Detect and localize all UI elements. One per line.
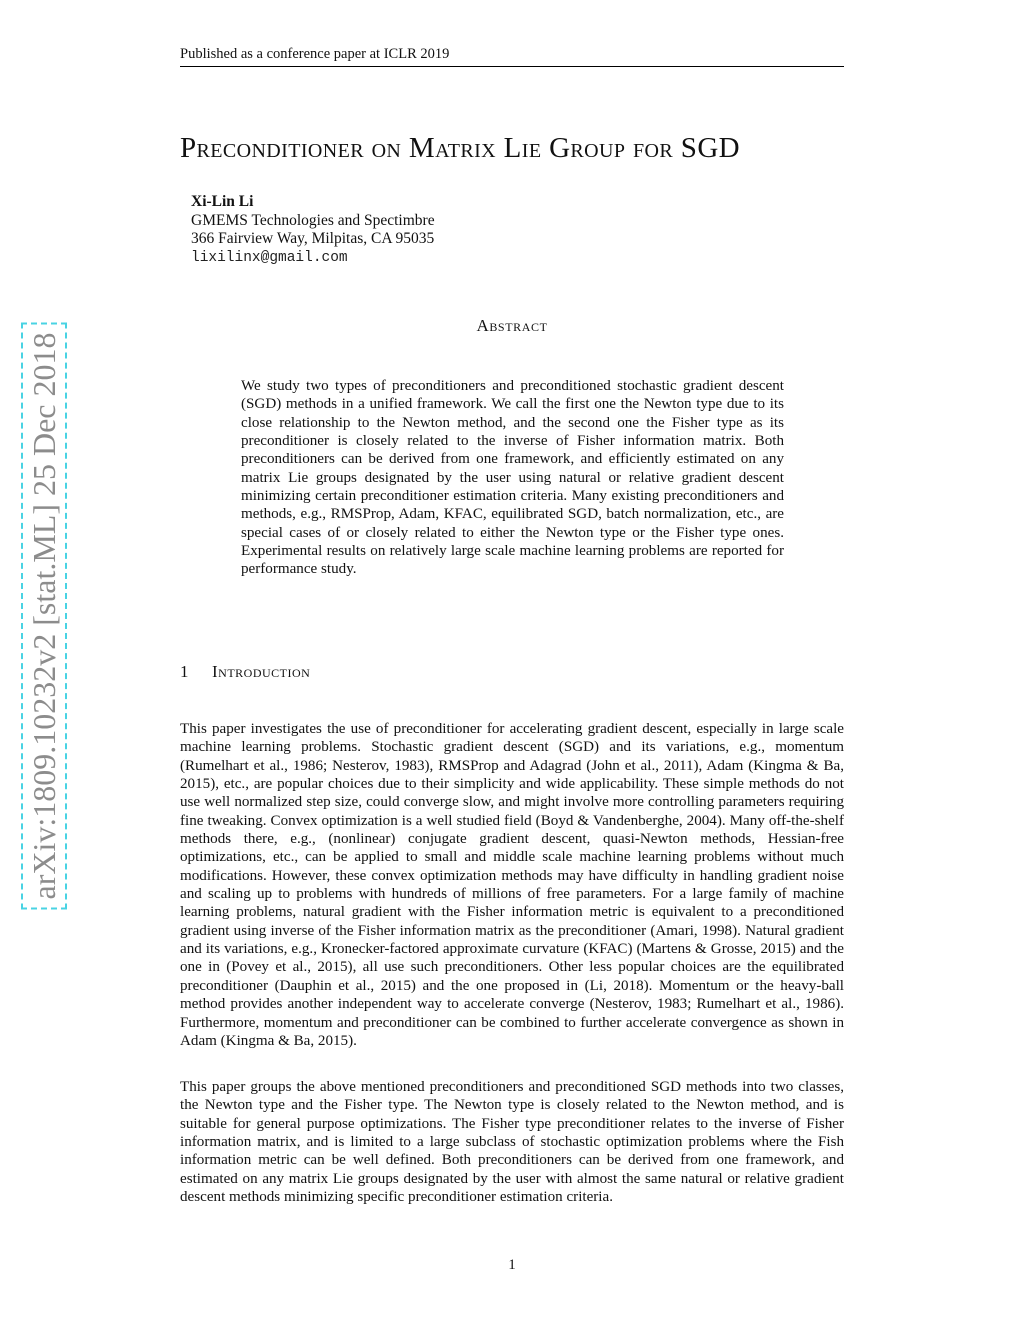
running-header: Published as a conference paper at ICLR 2019 xyxy=(180,44,844,67)
section-number: 1 xyxy=(180,662,189,681)
paper-title: Preconditioner on Matrix Lie Group for SGD xyxy=(180,132,740,164)
author-block xyxy=(191,193,591,267)
intro-paragraph-1: This paper investigates the use of preconditioner for accelerating gradient descent, especially in large scale machine learning problems. Stochastic gradient descent (SGD) and its variations, e.g., momentum (Rumelhart et al., 1986; Nesterov, 1983), RMSProp and Adagrad (John et al., 2011), Adam (Kingma & Ba, 2015), etc., are popular choices due to their simplicity and wide applicability. These simple methods do not use well normalized step size, could converge slow, and might involve more controlling parameters requiring fine tweaking. Convex optimization is a well studied field (Boyd & Vandenberghe, 2004). Many off-the-shelf methods there, e.g., (nonlinear) conjugate gradient descent, quasi-Newton methods, Hessian-free optimizations, etc., can be applied to small and middle scale machine learning problems without much modifications. However, these convex optimization methods may have difficulty in handling gradient noise and scaling up to problems with hundreds of millions of free parameters. For a large family of machine learning problems, natural gradient with the Fisher information metric is equivalent to a preconditioned gradient using inverse of the Fisher information matrix as the preconditioner (Amari, 1998). Natural gradient and its variations, e.g., Kronecker-factored approximate curvature (KFAC) (Martens & Grosse, 2015) and the one in (Povey et al., 2015), all use such preconditioners. Other less popular choices are the equilibrated preconditioner (Dauphin et al., 2015) and the one proposed in (Li, 2018). Momentum or the heavy-ball method provides another independent way to accelerate converge (Nesterov, 1983; Rumelhart et al., 1986). Furthermore, momentum and preconditioner can be combined to further accelerate convergence as shown in Adam (Kingma & Ba, 2015). xyxy=(180,721,844,1049)
page-number: 1 xyxy=(508,1257,516,1273)
section-heading-introduction xyxy=(180,661,844,683)
author-affiliation: GMEMS Technologies and Spectimbre xyxy=(191,211,435,229)
author-name: Xi-Lin Li xyxy=(191,193,254,210)
intro-paragraph-2: This paper groups the above mentioned preconditioners and preconditioned SGD methods into two classes, the Newton type and the Fisher type. The Newton type is closely related to the Newton method, and is suitable for general purpose optimizations. The Fisher type preconditioner relates to the inverse of Fisher information matrix, and is limited to a large subclass of stochastic optimization problems where the Fish information metric can be well defined. Both preconditioners can be derived from one framework, and estimated on any matrix Lie groups designated by the user with almost the same natural or relative gradient descent methods minimizing specific preconditioner estimation criteria. xyxy=(180,1079,844,1206)
section-title: Introduction xyxy=(212,662,311,681)
abstract-text: We study two types of preconditioners and preconditioned stochastic gradient descent (SGD) methods in a unified framework. We call the first one the Newton type due to its close relationship to the Newton method, and the second one the Fisher type as its preconditioner is closely related to the inverse of Fisher information matrix. Both preconditioners can be derived from one framework, and efficiently estimated on any matrix Lie groups designated by the user using natural or relative gradient descent minimizing certain preconditioner estimation criteria. Many existing preconditioners and methods, e.g., RMSProp, Adam, KFAC, equilibrated SGD, batch normalization, etc., are special cases of or closely related to either the Newton type or the Fisher type ones. Experimental results on relatively large scale machine learning problems are reported for performance study. xyxy=(241,378,784,578)
author-email-link[interactable]: lixilinx@gmail.com xyxy=(191,249,348,266)
arxiv-identifier-link[interactable]: arXiv:1809.10232v2 [stat.ML] 25 Dec 2018 xyxy=(21,322,67,909)
abstract-heading: Abstract xyxy=(476,316,548,335)
author-address: 366 Fairview Way, Milpitas, CA 95035 xyxy=(191,230,435,247)
